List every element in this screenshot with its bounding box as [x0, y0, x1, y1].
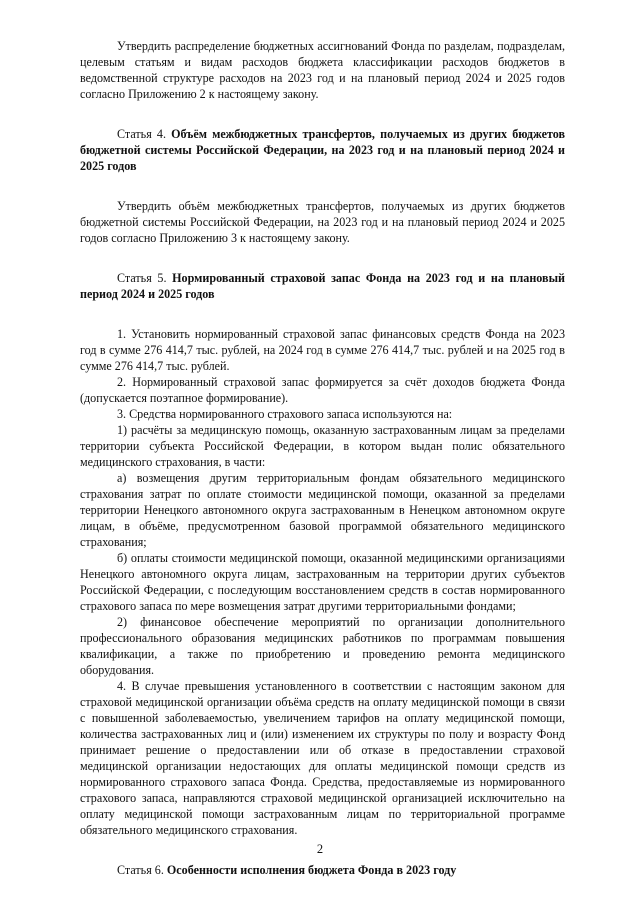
article-5-item-3-2: 2) финансовое обеспечение мероприятий по организации дополнительного профессионального образования медицинских работников по программам повышения квалификации, а также по приобретению и проведению ремонта медицинского оборудования.	[80, 615, 565, 677]
article-6-prefix: Статья 6.	[117, 863, 167, 877]
article-5-item-3-1-b: б) оплаты стоимости медицинской помощи, оказанной медицинскими организациями Ненецкого автономного округа лицам, застрахованным на территории других субъектов Российской Федерации, с последующим восстановлением средств в состав нормированного страхового запаса по мере возмещения затрат другими территориальными фондами;	[80, 551, 565, 613]
article-6-title: Особенности исполнения бюджета Фонда в 2023 году	[166, 863, 457, 877]
article-4-heading	[80, 126, 565, 174]
article-5-item-1: 1. Установить нормированный страховой запас финансовых средств Фонда на 2023 год в сумме 276 414,7 тыс. рублей, на 2024 год в сумме 276 414,7 тыс. рублей и на 2025 год в сумме 276 414,7 тыс. рублей.	[80, 327, 565, 373]
article-6-heading	[80, 862, 565, 878]
article-5-item-3-1: 1) расчёты за медицинскую помощь, оказанную застрахованным лицам за пределами территории субъекта Российской Федерации, в котором выдан полис обязательного медицинского страхования, в части:	[80, 423, 565, 469]
article-5-heading	[80, 270, 565, 302]
article-5-title: Нормированный страховой запас Фонда на 2023 год и на плановый период 2024 и 2025 годов	[80, 271, 565, 301]
article-5-item-4: 4. В случае превышения установленного в соответствии с настоящим законом для страховой медицинской организации объёма средств на оплату медицинской помощи в связи с повышенной заболеваемостью, увеличением тарифов на оплату медицинской помощи, количества застрахованных лиц и (или) изменением их структуры по полу и возрасту Фонд принимает решение о предоставлении или об отказе в предоставлении страховой медицинской организации недостающих для оплаты медицинской помощи средств из нормированного страхового запаса Фонда. Средства, предоставляемые из нормированного страхового запаса, направляются страховой медицинской организацией исключительно на оплату медицинской помощи застрахованным лицам по территориальной программе обязательного медицинского страхования.	[80, 679, 565, 837]
page-number: 2	[316, 842, 324, 856]
article-5-prefix: Статья 5.	[117, 271, 173, 285]
article-4-title: Объём межбюджетных трансфертов, получаемых из других бюджетов бюджетной системы Российской Федерации, на 2023 год и на плановый период 2024 и 2025 годов	[80, 127, 566, 173]
article-5-item-3: 3. Средства нормированного страхового запаса используются на:	[117, 407, 453, 421]
article-5-item-3-1-a: а) возмещения другим территориальным фондам обязательного медицинского страхования затрат по оплате стоимости медицинской помощи, оказанной за пределами территории Ненецкого автономного округа застрахованным в Ненецком автономном округе лицам, в объёме, предусмотренном базовой программой обязательного медицинского страхования;	[80, 471, 565, 549]
paragraph-intro: Утвердить распределение бюджетных ассигнований Фонда по разделам, подразделам, целевым статьям и видам расходов бюджета классификации расходов бюджетов в ведомственной структуре расходов на 2023 год и на плановый период 2024 и 2025 годов согласно Приложению 2 к настоящему закону.	[80, 39, 565, 101]
article-4-prefix: Статья 4.	[117, 127, 172, 141]
article-5-item-2: 2. Нормированный страховой запас формируется за счёт доходов бюджета Фонда (допускается поэтапное формирование).	[80, 375, 565, 405]
article-4-text: Утвердить объём межбюджетных трансфертов, получаемых из других бюджетов бюджетной системы Российской Федерации, на 2023 год и на плановый период 2024 и 2025 годов согласно Приложению 3 к настоящему закону.	[80, 199, 565, 245]
document-page	[80, 38, 565, 878]
